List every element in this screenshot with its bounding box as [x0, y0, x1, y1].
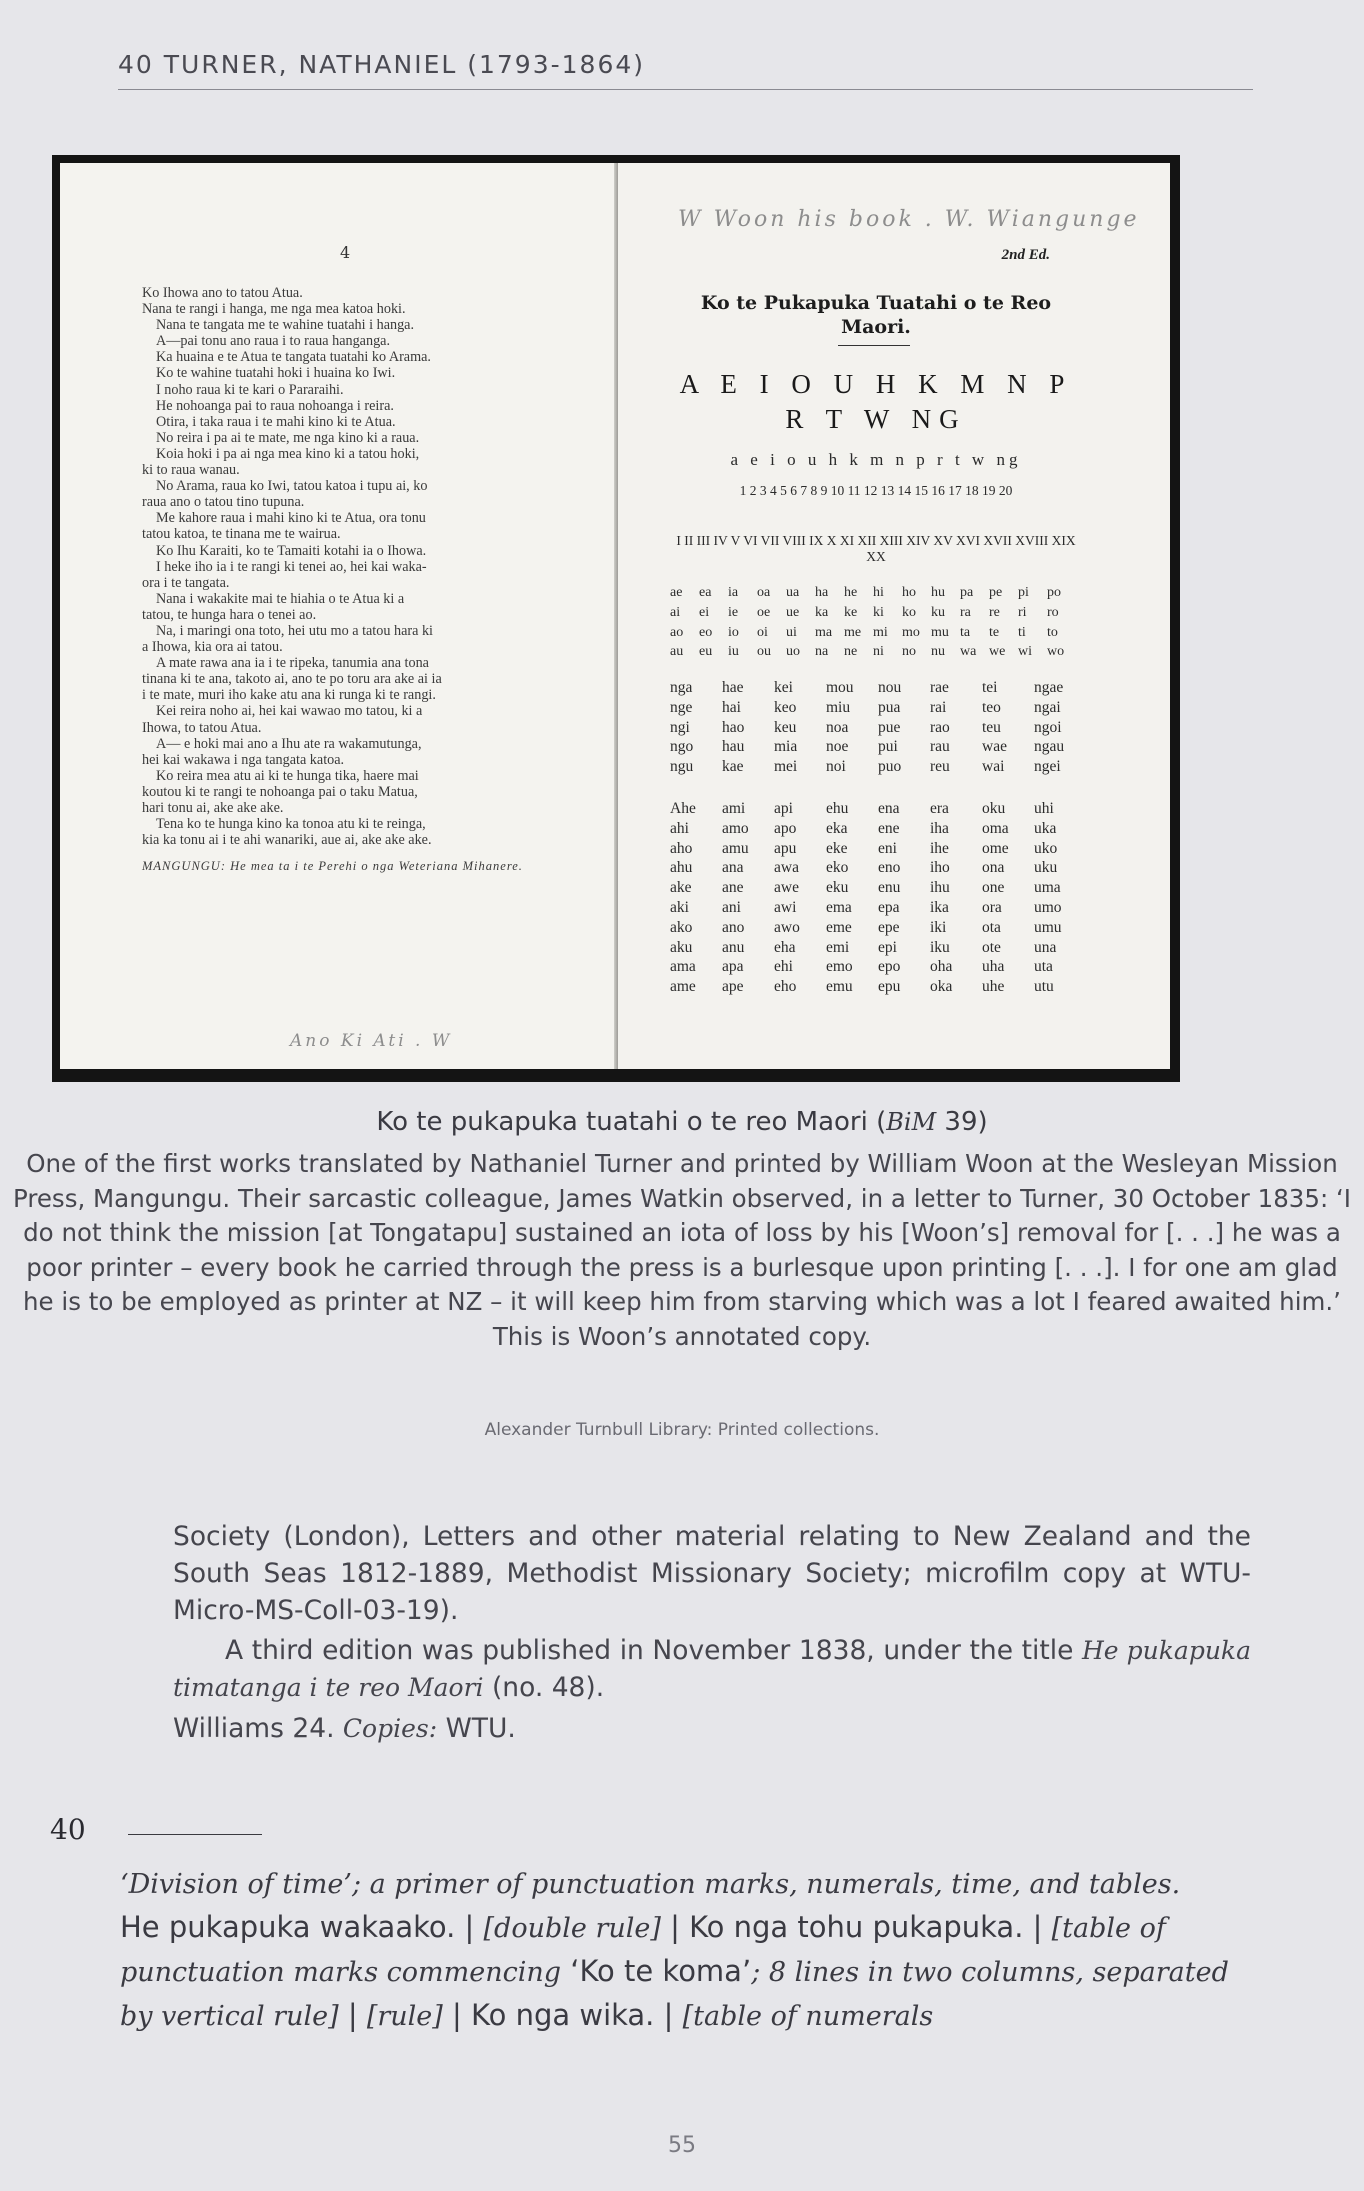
syllable-cell: we — [989, 644, 1006, 660]
syllable-cell: pue — [878, 718, 901, 736]
syllable-cell: pe — [989, 585, 1003, 600]
syllable-cell: ngu — [670, 758, 694, 776]
syllable-cell: ona — [982, 859, 1005, 877]
syllable-cell: utu — [1034, 978, 1054, 996]
entry-number: 40 — [50, 1813, 86, 1846]
syllable-cell: re — [989, 604, 1000, 620]
syllable-cell: epi — [878, 938, 897, 956]
maori-text-line: A mate rawa ana ia i te ripeka, tanumia ana tona — [156, 655, 429, 672]
syllable-cell: teu — [982, 718, 1001, 736]
roman-numerals: I II III IV V VI VII VIII IX X XI XII XIII XIV XV XVI XVII XVIII XIX XX — [676, 533, 1076, 564]
syllable-cell: oma — [982, 819, 1009, 837]
syllable-cell: noe — [826, 738, 849, 756]
syllable-cell: ika — [930, 898, 949, 916]
syllable-cell: mu — [931, 624, 949, 640]
syllable-cell: enu — [878, 879, 901, 897]
maori-text-line: A—pai tonu ano raua i to raua hanganga. — [156, 333, 391, 350]
syllable-cell: mia — [774, 738, 798, 756]
syllable-cell: ia — [728, 585, 739, 600]
syllable-cell: wae — [982, 738, 1007, 756]
syllable-cell: ki — [873, 604, 884, 620]
syllable-cell: keu — [774, 718, 797, 736]
edition-note: 2nd Ed. — [1001, 247, 1050, 263]
syllable-cell: era — [930, 800, 949, 817]
syllable-cell: au — [670, 644, 684, 660]
syllable-cell: ngi — [670, 718, 690, 736]
syllable-cell: eme — [826, 918, 852, 936]
syllable-cell: apa — [722, 958, 744, 976]
syllable-cell: ku — [931, 604, 945, 620]
syllable-cell: te — [989, 624, 1000, 640]
syllable-cell: eho — [774, 978, 797, 996]
syllable-cell: kei — [774, 679, 793, 696]
syllable-cell: eke — [826, 839, 848, 857]
syllable-cell: eku — [826, 879, 849, 897]
syllable-cell: no — [902, 644, 916, 660]
syllable-cell: ha — [815, 585, 829, 600]
syllable-cell: wai — [982, 758, 1005, 776]
references-line: Williams 24. Copies: WTU. — [173, 1713, 516, 1744]
syllable-cell: iha — [930, 819, 949, 837]
entry-description: ‘Division of time’; a primer of punctuation marks, numerals, time, and tables. He pukapuka wakaako. | [double rule] | Ko nga tohu pukapuka. | [table of punctuation marks commencing ‘Ko te koma’; 8 lines in two columns, separated by vertical rule] | [rule] | Ko nga wika. | [table of numerals — [120, 1869, 1229, 2032]
syllable-cell: ehi — [774, 958, 793, 976]
maori-text-line: tatou katoa, te tinana me te wairua. — [142, 526, 341, 543]
maori-text-line: Kei reira noho ai, hei kai wawao mo tatou, ki a — [156, 703, 423, 720]
maori-text-line: Nana te rangi i hanga, me nga mea katoa hoki. — [142, 301, 406, 318]
syllable-cell: ama — [670, 958, 696, 976]
syllable-cell: wo — [1047, 644, 1065, 660]
syllable-cell: ra — [960, 604, 971, 620]
syllable-cell: ri — [1018, 604, 1027, 620]
maori-text-line: Ko Ihu Karaiti, ko te Tamaiti kotahi ia o Ihowa. — [156, 542, 427, 559]
facsimile-left-page — [60, 163, 616, 1069]
syllable-cell: eko — [826, 859, 849, 877]
maori-text-line: I heke iho ia i te rangi ki tenei ao, hei kai waka- — [156, 558, 427, 575]
maori-text-line: kia ka tonu ai i te ahi wanariki, aue ai, ake ake ake. — [142, 832, 432, 849]
syllable-cell: mo — [902, 624, 920, 640]
maori-text-line: hei kai wakawa i nga tangata katoa. — [142, 751, 345, 768]
syllable-cell: ane — [722, 879, 744, 897]
syllable-cell: ape — [722, 978, 744, 996]
syllable-cell: ema — [826, 898, 852, 916]
syllable-cell: emu — [826, 978, 853, 996]
syllable-cell: mi — [873, 624, 888, 640]
syllable-cell: puo — [878, 758, 902, 776]
syllable-cell: ako — [670, 918, 693, 936]
maori-text-line: Ko reira mea atu ai ki te hunga tika, haere mai — [156, 767, 419, 784]
maori-text-line: Ko Ihowa ano to tatou Atua. — [142, 285, 303, 301]
syllable-cell: ao — [670, 624, 684, 640]
maori-text-line: Koia hoki i pa ai nga mea kino ki a tatou hoki, — [156, 445, 420, 462]
maori-text-line: A— e hoki mai ano a Ihu ate ra wakamutunga, — [156, 735, 422, 752]
syllable-cell: ihu — [930, 879, 950, 897]
syllable-cell: ni — [873, 644, 884, 660]
syllable-cell: uko — [1034, 839, 1058, 857]
syllable-table-ng — [670, 678, 1086, 777]
syllable-cell: noa — [826, 718, 849, 736]
syllable-cell: epe — [878, 918, 900, 936]
syllable-cell: ana — [722, 859, 744, 877]
syllable-row — [670, 757, 1086, 777]
syllable-cell: ae — [670, 585, 683, 600]
syllable-cell: uha — [982, 958, 1005, 976]
syllable-cell: ngoi — [1034, 718, 1062, 736]
syllable-cell: ahu — [670, 859, 693, 877]
syllable-cell: iu — [728, 644, 739, 660]
syllable-row — [670, 642, 1076, 662]
syllable-cell: emo — [826, 958, 853, 976]
syllable-cell: una — [1034, 938, 1057, 956]
facsimile-right-page — [618, 163, 1170, 1069]
image-credit: Alexander Turnbull Library: Printed collections. — [484, 1420, 880, 1440]
syllable-cell: emi — [826, 938, 850, 956]
syllable-cell: na — [815, 644, 829, 660]
syllable-row — [670, 799, 1086, 819]
syllable-cell: hu — [931, 585, 945, 600]
syllable-cell: ake — [670, 879, 692, 897]
syllable-cell: eha — [774, 938, 796, 956]
syllable-cell: ome — [982, 839, 1009, 857]
maori-text-line: tinana ki te ana, takoto ai, ano te po toru ara ake ai ia — [142, 671, 442, 688]
syllable-cell: ua — [786, 585, 800, 600]
syllable-cell: epu — [878, 978, 901, 996]
syllable-row — [670, 678, 1086, 698]
syllable-cell: hau — [722, 738, 745, 756]
syllable-cell: aki — [670, 898, 689, 916]
maori-text-block — [142, 285, 564, 874]
syllable-cell: anu — [722, 938, 745, 956]
syllable-cell: miu — [826, 698, 851, 716]
syllable-cell: eni — [878, 839, 897, 857]
syllable-cell: ngo — [670, 738, 694, 756]
syllable-cell: api — [774, 800, 793, 817]
syllable-cell: ie — [728, 604, 739, 620]
syllable-cell: pi — [1018, 585, 1029, 600]
syllable-cell: oi — [757, 624, 768, 640]
syllable-cell: oka — [930, 978, 953, 996]
maori-text-line: Tena ko te hunga kino ka tonoa atu ki te reinga, — [156, 816, 426, 833]
syllable-cell: apo — [774, 819, 797, 837]
syllable-row — [670, 957, 1086, 977]
syllable-cell: iku — [930, 938, 950, 956]
syllable-table-vowels — [670, 583, 1076, 662]
imprint-line: MANGUNGU: He mea ta i te Perehi o nga Weteriana Mihanere. — [142, 859, 523, 874]
syllable-cell: ma — [815, 624, 833, 640]
syllable-cell: ngai — [1034, 698, 1061, 716]
syllable-cell: Ahe — [670, 800, 696, 817]
syllable-cell: ena — [878, 800, 900, 817]
syllable-cell: ko — [902, 604, 916, 620]
syllable-cell: po — [1047, 585, 1061, 600]
syllable-row — [670, 819, 1086, 839]
syllable-cell: rao — [930, 718, 950, 736]
syllable-cell: uka — [1034, 819, 1057, 837]
syllable-cell: rau — [930, 738, 950, 756]
caption-title: Ko te pukapuka tuatahi o te reo Maori (BiM 39) — [376, 1107, 988, 1137]
syllable-cell: mou — [826, 679, 854, 696]
syllable-row — [670, 603, 1076, 623]
maori-text-line: He nohoanga pai to raua nohoanga i reira. — [156, 397, 394, 414]
syllable-cell: me — [844, 624, 862, 640]
syllable-cell: ei — [699, 604, 710, 620]
syllable-cell: ui — [786, 624, 797, 640]
maori-text-line: Nana i wakakite mai te hiahia o te Atua ki a — [156, 590, 405, 607]
syllable-cell: eka — [826, 819, 848, 837]
syllable-row — [670, 718, 1086, 738]
syllable-cell: nge — [670, 698, 693, 716]
syllable-row — [670, 623, 1076, 643]
syllable-cell: eo — [699, 624, 713, 640]
syllable-cell: nou — [878, 679, 902, 696]
syllable-cell: uhi — [1034, 800, 1054, 817]
syllable-cell: iki — [930, 918, 947, 936]
maori-text-line: hari tonu ai, ake ake ake. — [142, 800, 284, 816]
maori-text-line: ora i te tangata. — [142, 574, 230, 591]
maori-text-line: a Ihowa, kia ora ai tatou. — [142, 639, 283, 656]
syllable-cell: ho — [902, 585, 916, 600]
syllable-cell: ngau — [1034, 738, 1065, 756]
syllable-cell: pui — [878, 738, 898, 756]
syllable-cell: ene — [878, 819, 900, 837]
syllable-cell: epa — [878, 898, 900, 916]
syllable-cell: hae — [722, 679, 744, 696]
syllable-cell: ani — [722, 898, 741, 916]
syllable-cell: he — [844, 585, 858, 600]
syllable-cell: rae — [930, 679, 949, 696]
facsimile-page-number: 4 — [340, 243, 351, 262]
syllable-row — [670, 737, 1086, 757]
syllable-row — [670, 918, 1086, 938]
syllable-cell: amo — [722, 819, 749, 837]
syllable-cell: ame — [670, 978, 696, 996]
syllable-row — [670, 977, 1086, 997]
syllable-cell: oku — [982, 800, 1006, 817]
syllable-cell: uta — [1034, 958, 1053, 976]
syllable-row — [670, 938, 1086, 958]
syllable-cell: ti — [1018, 624, 1026, 640]
syllable-cell: tei — [982, 679, 998, 696]
maori-text-line: Ko te wahine tuatahi hoki i huaina ko Iwi. — [156, 365, 396, 382]
syllable-cell: epo — [878, 958, 901, 976]
maori-text-line: Ihowa, to tatou Atua. — [142, 719, 262, 736]
syllable-cell: ihe — [930, 839, 949, 857]
syllable-cell: ou — [757, 644, 771, 660]
third-edition-note: A third edition was published in November 1838, under the title He pukapuka timatanga i te reo Maori (no. 48). — [173, 1635, 1251, 1703]
syllable-row — [670, 858, 1086, 878]
maori-text-line: Na, i maringi ona toto, hei utu mo a tatou hara ki — [156, 622, 433, 639]
syllable-cell: ro — [1047, 604, 1059, 620]
syllable-cell: kae — [722, 758, 744, 776]
syllable-cell: ai — [670, 604, 681, 620]
syllable-cell: iho — [930, 859, 950, 877]
maori-text-line: koutou ki te rangi te nohoanga pai o taku Matua, — [142, 783, 418, 800]
syllable-cell: keo — [774, 698, 797, 716]
maori-text-line: i te mate, muri iho kake atu ana ki runga ki te rangi. — [142, 687, 436, 704]
syllable-cell: uo — [786, 644, 800, 660]
syllable-cell: pua — [878, 698, 901, 716]
syllable-row — [670, 698, 1086, 718]
syllable-cell: one — [982, 879, 1005, 897]
syllable-cell: to — [1047, 624, 1058, 640]
maori-text-line: No reira i pa ai te mate, me nga kino ki a raua. — [156, 429, 420, 446]
maori-text-line: raua ano o tatou tino tupuna. — [142, 494, 305, 511]
syllable-cell: hi — [873, 585, 884, 600]
syllable-cell: mei — [774, 758, 798, 776]
syllable-cell: ehu — [826, 800, 849, 817]
syllable-cell: hao — [722, 718, 745, 736]
facsimile-photo — [52, 155, 1180, 1082]
title-rule — [838, 345, 910, 346]
syllable-row — [670, 583, 1076, 603]
maori-text-line: Nana te tangata me te wahine tuatahi i hanga. — [156, 317, 415, 334]
syllable-row — [670, 878, 1086, 898]
syllable-cell: uhe — [982, 978, 1005, 996]
syllable-cell: eu — [699, 644, 713, 660]
handwritten-annotation: W Woon his book . W. Wiangunge — [678, 207, 1140, 232]
syllable-row — [670, 839, 1086, 859]
syllable-cell: umu — [1034, 918, 1062, 936]
syllable-cell: nga — [670, 679, 693, 696]
syllable-cell: awa — [774, 859, 799, 877]
capital-alphabet: A E I O U H K M N P R T W NG — [679, 369, 1073, 434]
syllable-cell: pa — [960, 585, 974, 600]
syllable-cell: awo — [774, 918, 800, 936]
syllable-cell: ue — [786, 604, 800, 620]
syllable-cell: ea — [699, 585, 712, 600]
syllable-cell: ngei — [1034, 758, 1061, 776]
syllable-cell: ami — [722, 800, 746, 817]
lowercase-alphabet: a e i o u h k m n p r t w ng — [730, 450, 1022, 469]
bibliographic-paragraph: Society (London), Letters and other material relating to New Zealand and the South Seas 1812-1889, Methodist Missionary Society; microfilm copy at WTU-Micro-MS-Coll-03-19). — [173, 1521, 1251, 1626]
caption-body: One of the first works translated by Nathaniel Turner and printed by William Woon at the Wesleyan Mission Press, Mangungu. Their sarcastic colleague, James Watkin observed, in a letter to Turner, 30 October 1835: ‘I do not think the mission [at Tongatapu] sustained an iota of loss by his [Woon’s] removal for [. . .] he was a poor printer – every book he carried through the press is a burlesque upon printing [. . .]. I for one am glad he is to be employed as printer at NZ – it will keep him from starving which was a lot I feared awaited him.’ This is Woon’s annotated copy. — [12, 1149, 1352, 1351]
syllable-cell: reu — [930, 758, 950, 776]
syllable-cell: aku — [670, 938, 693, 956]
syllable-cell: io — [728, 624, 739, 640]
syllable-cell: oe — [757, 604, 771, 620]
syllable-table-words — [670, 799, 1086, 997]
syllable-cell: aho — [670, 839, 693, 857]
syllable-cell: uma — [1034, 879, 1061, 897]
syllable-cell: ne — [844, 644, 858, 660]
syllable-cell: ke — [844, 604, 858, 620]
syllable-cell: apu — [774, 839, 797, 857]
syllable-cell: nu — [931, 644, 945, 660]
arabic-numerals: 1 2 3 4 5 6 7 8 9 10 11 12 13 14 15 16 17 18 19 20 — [739, 483, 1013, 498]
syllable-cell: hai — [722, 698, 741, 716]
page-folio: 55 — [668, 2133, 696, 2158]
maori-text-line: tatou, te hunga hara o tenei ao. — [142, 606, 317, 623]
syllable-cell: rai — [930, 698, 947, 716]
syllable-cell: ka — [815, 604, 829, 620]
syllable-cell: ano — [722, 918, 745, 936]
maori-text-line: Otira, i taka raua i te mahi kino ki te Atua. — [156, 413, 396, 430]
syllable-cell: umo — [1034, 898, 1062, 916]
primer-title: Ko te Pukapuka Tuatahi o te Reo Maori. — [700, 292, 1052, 338]
running-head: 40 TURNER, NATHANIEL (1793-1864) — [118, 50, 1253, 90]
syllable-cell: oha — [930, 958, 953, 976]
syllable-cell: ahi — [670, 819, 689, 837]
syllable-cell: ora — [982, 898, 1002, 916]
syllable-cell: awi — [774, 898, 797, 916]
syllable-cell: ota — [982, 918, 1001, 936]
maori-text-line: Ka huaina e te Atua te tangata tuatahi ko Arama. — [156, 349, 431, 366]
syllable-cell: oa — [757, 585, 771, 600]
syllable-cell: noi — [826, 758, 846, 776]
syllable-cell: wi — [1018, 644, 1032, 660]
maori-text-line: No Arama, raua ko Iwi, tatou katoa i tupu ai, ko — [156, 478, 428, 495]
syllable-cell: wa — [960, 644, 977, 660]
syllable-cell: amu — [722, 839, 749, 857]
syllable-cell: awe — [774, 879, 799, 897]
syllable-cell: uku — [1034, 859, 1058, 877]
syllable-cell: ote — [982, 938, 1001, 956]
syllable-row — [670, 898, 1086, 918]
maori-text-line: I noho raua ki te kari o Pararaihi. — [156, 381, 344, 398]
entry-rule — [128, 1834, 262, 1835]
bottom-marginalia: Ano Ki Ati . W — [290, 1031, 453, 1051]
syllable-cell: teo — [982, 698, 1001, 716]
syllable-cell: eno — [878, 859, 901, 877]
maori-text-line: ki to raua wanau. — [142, 462, 240, 479]
syllable-cell: ta — [960, 624, 971, 640]
maori-text-line: Me kahore raua i mahi kino ki te Atua, ora tonu — [156, 510, 426, 527]
syllable-cell: ngae — [1034, 679, 1064, 696]
